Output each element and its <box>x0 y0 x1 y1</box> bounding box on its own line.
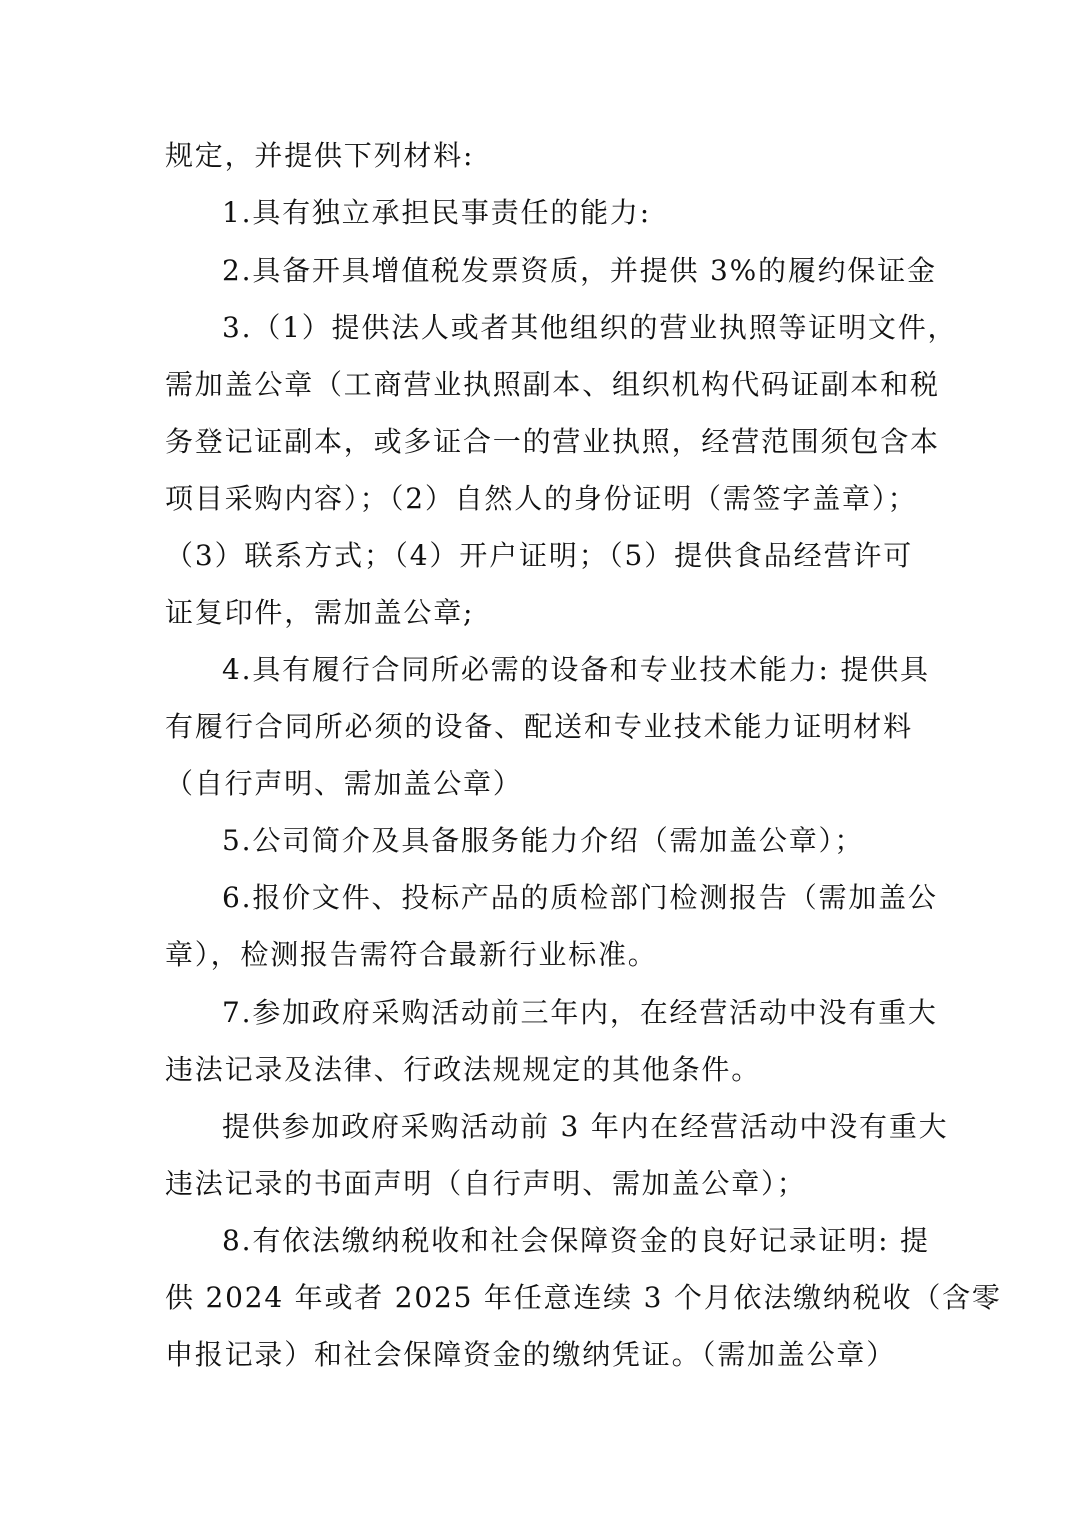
text-line-9: 证复印件，需加盖公章; <box>165 596 475 629</box>
text-line-12: （自行声明、需加盖公章） <box>165 767 523 800</box>
text-line-17: 违法记录及法律、行政法规规定的其他条件。 <box>165 1053 762 1086</box>
text-line-1: 规定，并提供下列材料: <box>165 139 475 172</box>
text-line-15: 章），检测报告需符合最新行业标准。 <box>165 938 658 971</box>
text-line-8: （3）联系方式；（4）开户证明；（5）提供食品经营许可 <box>165 539 913 572</box>
text-line-6: 务登记证副本，或多证合一的营业执照，经营范围须包含本 <box>165 425 940 458</box>
text-line-18: 提供参加政府采购活动前 3 年内在经营活动中没有重大 <box>222 1110 949 1143</box>
text-line-22: 申报记录）和社会保障资金的缴纳凭证。（需加盖公章） <box>165 1338 897 1371</box>
text-line-3: 2.具备开具增值税发票资质，并提供 3%的履约保证金 <box>222 254 937 287</box>
text-line-16: 7.参加政府采购活动前三年内，在经营活动中没有重大 <box>222 996 938 1029</box>
text-line-7: 项目采购内容）；（2）自然人的身份证明（需签字盖章）； <box>165 482 918 515</box>
text-line-5: 需加盖公章（工商营业执照副本、组织机构代码证副本和税 <box>165 368 940 401</box>
text-line-14: 6.报价文件、投标产品的质检部门检测报告（需加盖公 <box>222 881 938 914</box>
text-line-10: 4.具有履行合同所必需的设备和专业技术能力: 提供具 <box>222 653 930 686</box>
text-line-2: 1.具有独立承担民事责任的能力: <box>222 196 651 229</box>
text-line-20: 8.有依法缴纳税收和社会保障资金的良好记录证明: 提 <box>222 1224 930 1257</box>
text-line-19: 违法记录的书面声明（自行声明、需加盖公章）； <box>165 1167 807 1200</box>
text-line-13: 5.公司简介及具备服务能力介绍（需加盖公章）； <box>222 824 865 857</box>
text-line-4: 3.（1）提供法人或者其他组织的营业执照等证明文件， <box>222 311 958 344</box>
text-line-21: 供 2024 年或者 2025 年任意连续 3 个月依法缴纳税收（含零 <box>165 1281 1002 1314</box>
text-line-11: 有履行合同所必须的设备、配送和专业技术能力证明材料 <box>165 710 913 743</box>
